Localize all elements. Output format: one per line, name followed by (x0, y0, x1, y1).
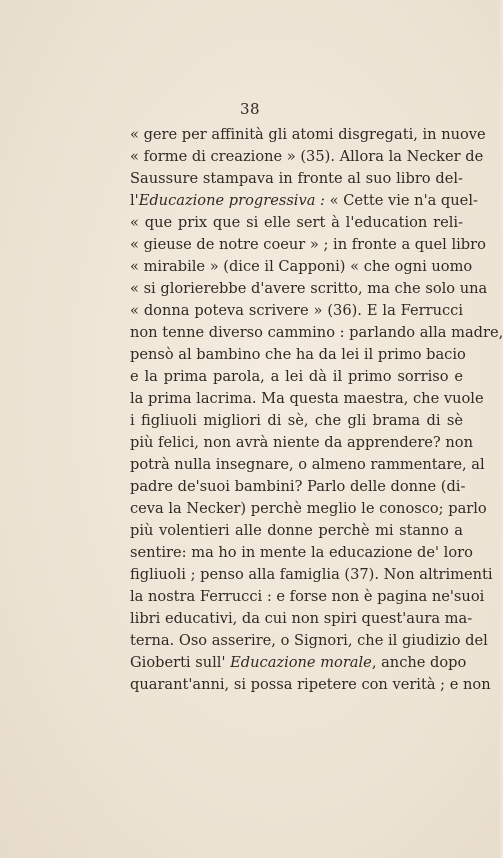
text-line: « donna poteva scrivere » (36). E la Ferrucci (130, 302, 463, 319)
text-line: quarant'anni, si possa ripetere con verità ; e non (130, 676, 491, 693)
text-line: libri educativi, da cui non spiri quest'aura ma- (130, 610, 473, 627)
line-suffix: « Cette vie n'a quel- (324, 192, 478, 209)
text-line: e la prima parola, a lei dà il primo sorriso e (130, 368, 463, 385)
text-line: figliuoli ; penso alla famiglia (37). Non altrimenti (130, 566, 493, 583)
text-line (130, 652, 467, 674)
text-line: « forme di creazione » (35). Allora la Necker de (130, 148, 484, 165)
text-line: padre de'suoi bambini? Parlo delle donne (di- (130, 478, 466, 495)
page-number: 38 (239, 100, 261, 118)
text-line: « gieuse de notre coeur » ; in fronte a quel libro (130, 236, 486, 253)
text-line: non tenne diverso cammino : parlando alla madre, (130, 324, 503, 341)
text-line: ceva la Necker) perchè meglio le conosco; parlo (130, 500, 487, 517)
text-line: « mirabile » (dice il Capponi) « che ogni uomo (130, 258, 473, 275)
text-line: più volentieri alle donne perchè mi stanno a (130, 522, 463, 539)
text-line: pensò al bambino che ha da lei il primo bacio (130, 346, 466, 363)
line-suffix: , anche dopo (371, 654, 467, 671)
line-prefix: Gioberti sull' (130, 654, 231, 671)
text-line: i figliuoli migliori di sè, che gli brama di sè (130, 412, 463, 429)
body-text (130, 124, 503, 696)
text-line: « que prix que si elle sert à l'education reli- (130, 214, 463, 231)
text-line: la prima lacrima. Ma questa maestra, che vuole (130, 390, 484, 407)
text-line: « gere per affinità gli atomi disgregati, in nuove (130, 126, 486, 143)
book-title-italic: Educazione morale (230, 654, 372, 671)
text-line: « si glorierebbe d'avere scritto, ma che solo una (130, 280, 488, 297)
text-line: la nostra Ferrucci : e forse non è pagina ne'suoi (130, 588, 485, 605)
text-line: sentire: ma ho in mente la educazione de' loro (130, 544, 473, 561)
text-line: più felici, non avrà niente da apprendere? non (130, 434, 473, 451)
line-prefix: l' (130, 192, 139, 209)
text-line: terna. Oso asserire, o Signori, che il giudizio del (130, 632, 488, 649)
text-line: potrà nulla insegnare, o almeno rammentare, al (130, 456, 485, 473)
text-line (130, 190, 478, 212)
text-line: Saussure stampava in fronte al suo libro del- (130, 170, 463, 187)
book-title-italic: Educazione progressiva : (138, 192, 325, 209)
